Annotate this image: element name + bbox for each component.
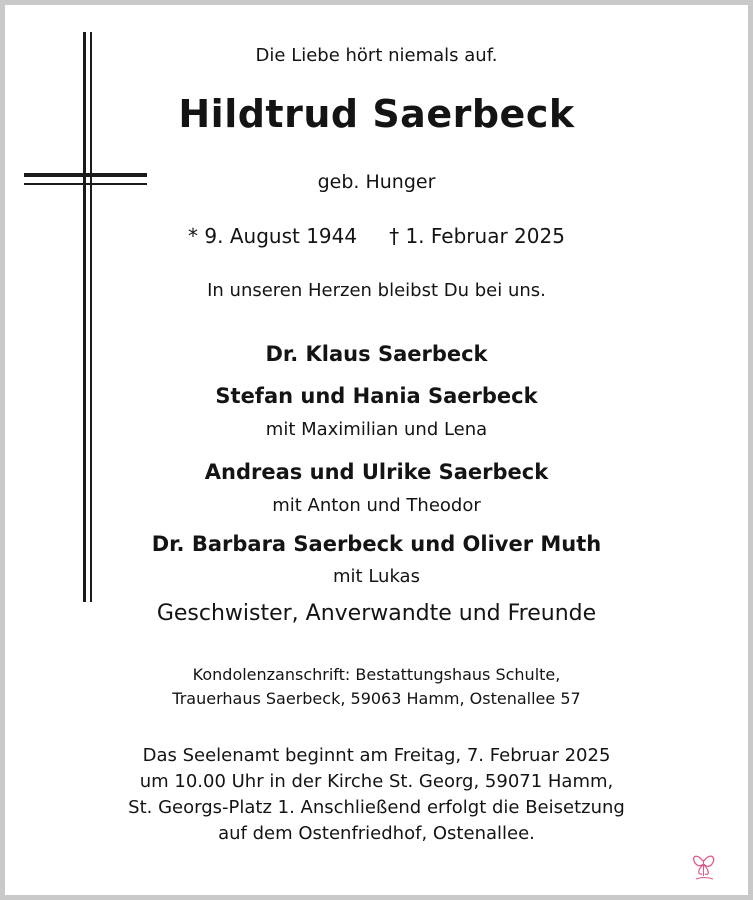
death-date: † 1. Februar 2025 (389, 224, 565, 248)
motto: Die Liebe hört niemals auf. (255, 45, 498, 66)
life-dates (5, 224, 748, 248)
service-info-line: Das Seelenamt beginnt am Freitag, 7. Februar 2025 (142, 745, 611, 766)
service-info-line: auf dem Ostenfriedhof, Ostenallee. (218, 823, 535, 844)
other-mourners: Geschwister, Anverwandte und Freunde (156, 601, 597, 626)
mourner-children: mit Anton und Theodor (272, 495, 481, 516)
butterfly-logo-icon (690, 847, 718, 883)
deceased-name: Hildtrud Saerbeck (178, 92, 575, 136)
condolence-address-line: Kondolenzanschrift: Bestattungshaus Schulte, (192, 665, 561, 684)
service-info-line: St. Georgs-Platz 1. Anschließend erfolgt die Beisetzung (128, 797, 625, 818)
obituary-notice (5, 5, 748, 895)
condolence-address-line: Trauerhaus Saerbeck, 59063 Hamm, Ostenallee 57 (172, 689, 581, 708)
service-info-line: um 10.00 Uhr in der Kirche St. Georg, 59071 Hamm, (139, 771, 614, 792)
mourner-name: Dr. Klaus Saerbeck (265, 342, 488, 366)
birth-date: * 9. August 1944 (188, 224, 358, 248)
mourner-name: Stefan und Hania Saerbeck (215, 384, 538, 408)
mourner-name: Dr. Barbara Saerbeck und Oliver Muth (151, 532, 602, 556)
mourner-children: mit Maximilian und Lena (265, 419, 488, 440)
mourner-children: mit Lukas (333, 566, 420, 587)
mourner-name: Andreas und Ulrike Saerbeck (204, 460, 549, 484)
maiden-name: geb. Hunger (317, 171, 436, 193)
verse: In unseren Herzen bleibst Du bei uns. (207, 280, 546, 301)
